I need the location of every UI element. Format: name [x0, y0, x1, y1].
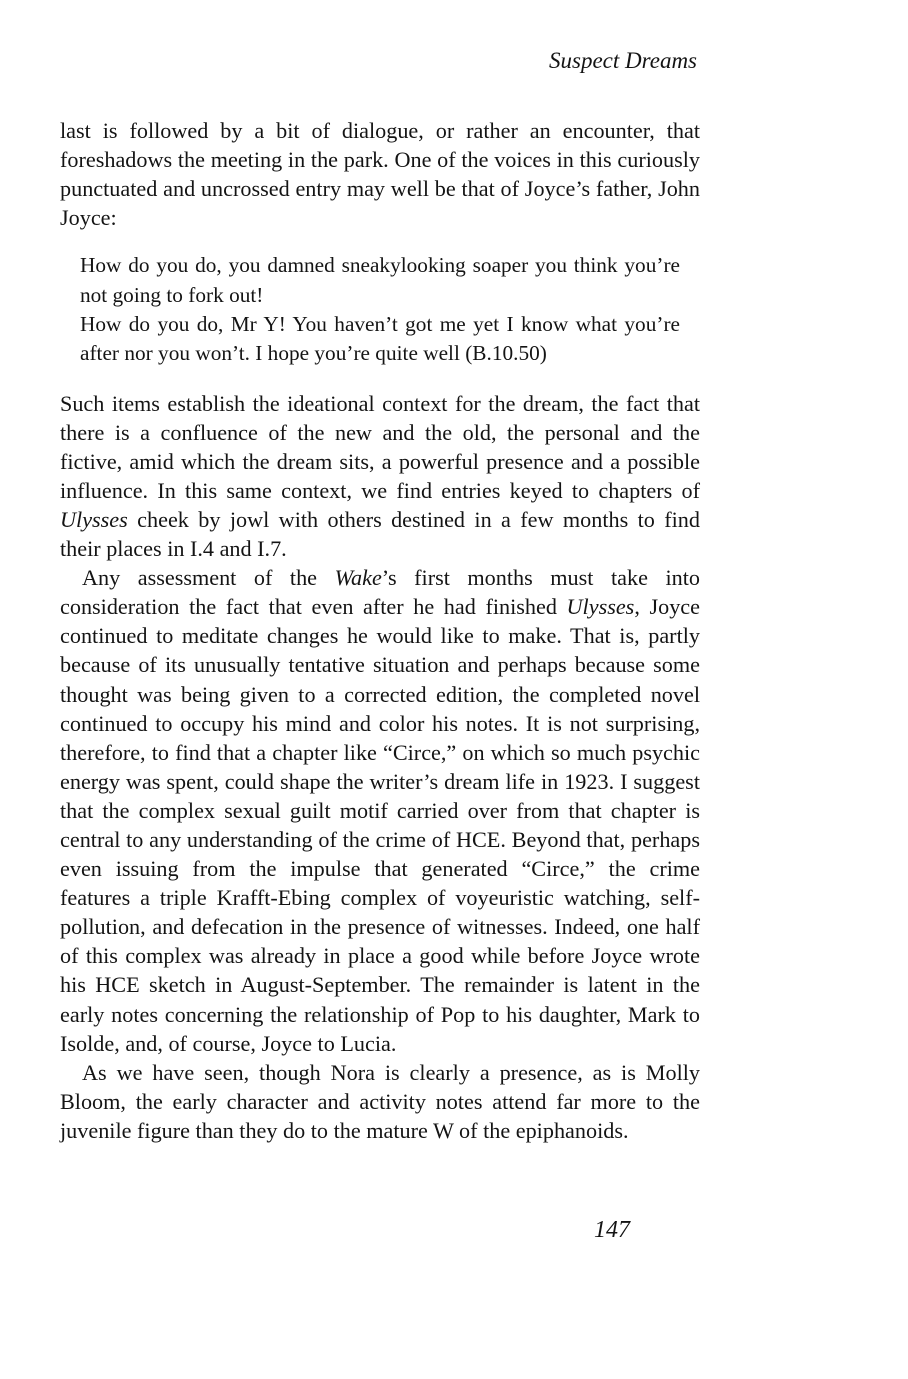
running-head: Suspect Dreams — [549, 48, 697, 73]
quote-line-1: How do you do, you damned sneakylooking soaper you think you’re not going to fork out! — [80, 253, 680, 307]
title-ulysses: Ulysses — [60, 506, 128, 532]
paragraph-3-text-c: , Joyce continued to meditate changes he would like to make. That is, partly because of its unusually tentative situation and perhaps because some thought was being given to a corrected edition, the completed novel continued to occupy his mind and color his notes. It is not surprising, therefore, to find that a chapter like “Circe,” on which so much psychic energy was spent, could shape the writer’s dream life in 1923. I suggest that the complex sexual guilt motif carried over from that chapter is central to any understanding of the crime of HCE. Beyond that, perhaps even issuing from the impulse that generated “Circe,” the crime features a triple Krafft-Ebing complex of voyeuristic watching, self-pollution, and defecation in the presence of witnesses. Indeed, one half of this complex was already in place a good while before Joyce wrote his HCE sketch in August-September. The remainder is latent in the early notes concerning the relationship of Pop to his daughter, Mark to Isolde, and, of course, Joyce to Lucia. — [60, 594, 700, 1056]
title-wake: Wake — [334, 565, 382, 591]
block-quote — [80, 251, 680, 368]
paragraph-3-text-b: ’s first months must take into consideration the fact that even after he had finished — [60, 565, 700, 620]
page-number: 147 — [594, 1217, 630, 1243]
body-text — [60, 116, 700, 1145]
paragraph-3 — [60, 563, 700, 1058]
title-ulysses: Ulysses — [566, 594, 635, 620]
paragraph-2 — [60, 389, 700, 564]
paragraph-3-text-a: Any assessment of the — [82, 565, 335, 591]
paragraph-4: As we have seen, though Nora is clearly a presence, as is Molly Bloom, the early character and activity notes attend far more to the juvenile figure than they do to the mature W of the epiphanoids. — [60, 1059, 700, 1143]
paragraph-2-text-a: Such items establish the ideational context for the dream, the fact that there is a confluence of the new and the old, the personal and the fictive, amid which the dream sits, a powerful presence and a possible influence. In this same context, we find entries keyed to chapters of — [60, 390, 700, 503]
paragraph-2-text-b: cheek by jowl with others destined in a few months to find their places in I.4 and I.7. — [60, 506, 700, 562]
quote-line-2: How do you do, Mr Y! You haven’t got me yet I know what you’re after nor you won’t. I hope you’re quite well (B.10.50) — [80, 311, 680, 366]
paragraph-1: last is followed by a bit of dialogue, or rather an encounter, that foreshadows the meeting in the park. One of the voices in this curiously punctuated and uncrossed entry may well be that of Joyce’s father, John Joyce: — [60, 118, 700, 231]
